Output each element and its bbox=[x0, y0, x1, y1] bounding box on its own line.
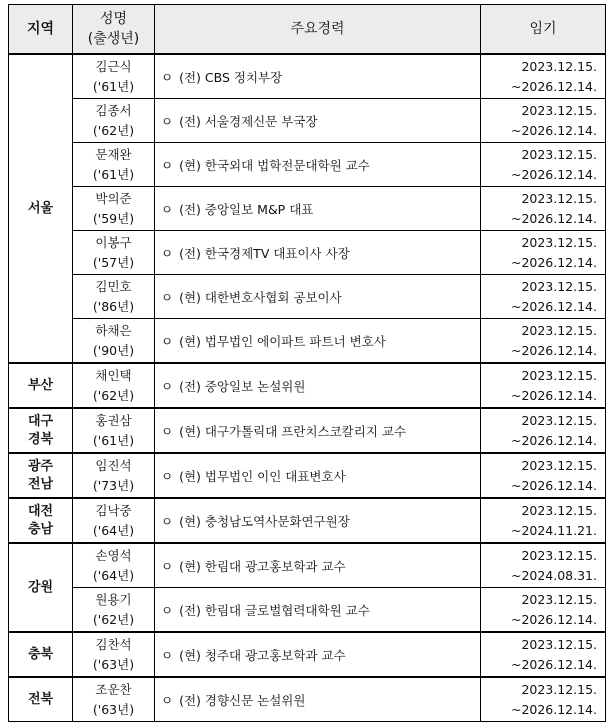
name-cell bbox=[73, 498, 155, 543]
term-cell bbox=[481, 54, 606, 99]
term-end: ~2026.12.14. bbox=[510, 432, 597, 448]
bullet-icon: ㅇ bbox=[161, 558, 174, 574]
term-start: 2023.12.15. bbox=[521, 102, 597, 118]
region-label: 강원 bbox=[27, 579, 54, 595]
term-cell bbox=[481, 408, 606, 453]
person-name: 하채은 bbox=[95, 322, 132, 338]
person-name: 이봉구 bbox=[95, 234, 132, 250]
career-text: (현) 대구가톨릭대 프란치스코칼리지 교수 bbox=[179, 423, 407, 439]
bullet-icon: ㅇ bbox=[161, 245, 174, 261]
table-body bbox=[9, 54, 606, 722]
birth-year: ('62년) bbox=[92, 122, 135, 138]
career-text: (전) 한림대 글로벌협력대학원 교수 bbox=[179, 602, 370, 618]
name-cell bbox=[73, 187, 155, 231]
person-name: 박의준 bbox=[95, 190, 132, 206]
term-start: 2023.12.15. bbox=[521, 190, 597, 206]
region-label: 전남 bbox=[27, 476, 54, 492]
career-cell bbox=[155, 231, 481, 275]
person-name: 채인택 bbox=[95, 367, 132, 383]
name-cell bbox=[73, 99, 155, 143]
header-term: 임기 bbox=[481, 5, 606, 55]
career-cell bbox=[155, 54, 481, 99]
region-cell bbox=[9, 54, 73, 363]
term-end: ~2026.12.14. bbox=[510, 298, 597, 314]
table-row bbox=[9, 498, 606, 543]
term-end: ~2026.12.14. bbox=[510, 611, 597, 627]
term-start: 2023.12.15. bbox=[521, 502, 597, 518]
bullet-icon: ㅇ bbox=[161, 333, 174, 349]
career-text: (전) 한국경제TV 대표이사 사장 bbox=[179, 245, 350, 261]
term-end: ~2026.12.14. bbox=[510, 78, 597, 94]
table-row bbox=[9, 54, 606, 99]
name-cell bbox=[73, 54, 155, 99]
region-cell bbox=[9, 498, 73, 543]
region-cell bbox=[9, 632, 73, 677]
term-start: 2023.12.15. bbox=[521, 234, 597, 250]
term-cell bbox=[481, 231, 606, 275]
term-start: 2023.12.15. bbox=[521, 681, 597, 697]
region-label: 대전 bbox=[27, 503, 54, 519]
header-region: 지역 bbox=[9, 5, 73, 55]
bullet-icon: ㅇ bbox=[161, 201, 174, 217]
region-label: 경북 bbox=[27, 431, 54, 447]
term-start: 2023.12.15. bbox=[521, 322, 597, 338]
term-end: ~2026.12.14. bbox=[510, 701, 597, 717]
career-text: (현) 충청남도역사문화연구원장 bbox=[179, 513, 350, 529]
bullet-icon: ㅇ bbox=[161, 647, 174, 663]
career-cell bbox=[155, 187, 481, 231]
table-row bbox=[9, 363, 606, 408]
table-row bbox=[9, 319, 606, 364]
birth-year: ('61년) bbox=[92, 78, 135, 94]
career-text: (전) 서울경제신문 부국장 bbox=[179, 113, 318, 129]
term-cell bbox=[481, 632, 606, 677]
term-start: 2023.12.15. bbox=[521, 636, 597, 652]
bullet-icon: ㅇ bbox=[161, 692, 174, 708]
person-name: 김낙중 bbox=[95, 502, 132, 518]
birth-year: ('63년) bbox=[92, 701, 135, 717]
bullet-icon: ㅇ bbox=[161, 513, 174, 529]
birth-year: ('62년) bbox=[92, 387, 135, 403]
term-cell bbox=[481, 543, 606, 588]
term-end: ~2024.11.21. bbox=[510, 522, 597, 538]
region-label: 대구 bbox=[27, 413, 54, 429]
header-name-line2: (출생년) bbox=[87, 31, 140, 47]
header-name bbox=[73, 5, 155, 55]
term-end: ~2026.12.14. bbox=[510, 210, 597, 226]
birth-year: ('64년) bbox=[92, 567, 135, 583]
region-label: 충남 bbox=[27, 521, 54, 537]
career-cell bbox=[155, 453, 481, 498]
name-cell bbox=[73, 677, 155, 722]
term-start: 2023.12.15. bbox=[521, 547, 597, 563]
career-text: (현) 한국외대 법학전문대학원 교수 bbox=[179, 157, 370, 173]
birth-year: ('86년) bbox=[92, 298, 135, 314]
birth-year: ('90년) bbox=[92, 342, 135, 358]
term-end: ~2024.08.31. bbox=[510, 567, 597, 583]
table-row bbox=[9, 187, 606, 231]
region-label: 서울 bbox=[27, 200, 54, 216]
career-text: (현) 청주대 광고홍보학과 교수 bbox=[179, 647, 346, 663]
term-start: 2023.12.15. bbox=[521, 278, 597, 294]
name-cell bbox=[73, 275, 155, 319]
term-cell bbox=[481, 677, 606, 722]
career-cell bbox=[155, 677, 481, 722]
birth-year: ('61년) bbox=[92, 166, 135, 182]
birth-year: ('57년) bbox=[92, 254, 135, 270]
career-cell bbox=[155, 498, 481, 543]
term-cell bbox=[481, 143, 606, 187]
name-cell bbox=[73, 543, 155, 588]
term-end: ~2026.12.14. bbox=[510, 254, 597, 270]
career-text: (현) 한림대 광고홍보학과 교수 bbox=[179, 558, 346, 574]
bullet-icon: ㅇ bbox=[161, 69, 174, 85]
career-text: (전) 중앙일보 논설위원 bbox=[179, 378, 306, 394]
career-cell bbox=[155, 319, 481, 364]
person-name: 조운찬 bbox=[95, 681, 132, 697]
career-cell bbox=[155, 543, 481, 588]
career-cell bbox=[155, 408, 481, 453]
table-row bbox=[9, 408, 606, 453]
person-name: 문재완 bbox=[95, 146, 132, 162]
career-text: (현) 법무법인 이인 대표변호사 bbox=[179, 468, 346, 484]
term-start: 2023.12.15. bbox=[521, 146, 597, 162]
header-career: 주요경력 bbox=[155, 5, 481, 55]
bullet-icon: ㅇ bbox=[161, 423, 174, 439]
committee-table-container bbox=[8, 4, 605, 722]
career-cell bbox=[155, 99, 481, 143]
birth-year: ('64년) bbox=[92, 522, 135, 538]
term-start: 2023.12.15. bbox=[521, 58, 597, 74]
name-cell bbox=[73, 231, 155, 275]
birth-year: ('73년) bbox=[92, 477, 135, 493]
career-cell bbox=[155, 588, 481, 633]
table-header-row bbox=[9, 5, 606, 55]
term-cell bbox=[481, 319, 606, 364]
region-cell bbox=[9, 363, 73, 408]
term-start: 2023.12.15. bbox=[521, 591, 597, 607]
region-cell bbox=[9, 677, 73, 722]
term-end: ~2026.12.14. bbox=[510, 122, 597, 138]
person-name: 임진석 bbox=[95, 457, 132, 473]
name-cell bbox=[73, 408, 155, 453]
committee-table bbox=[8, 4, 606, 722]
name-cell bbox=[73, 453, 155, 498]
term-end: ~2026.12.14. bbox=[510, 477, 597, 493]
career-text: (전) 중앙일보 M&P 대표 bbox=[179, 201, 314, 217]
career-cell bbox=[155, 275, 481, 319]
name-cell bbox=[73, 143, 155, 187]
name-cell bbox=[73, 632, 155, 677]
table-row bbox=[9, 588, 606, 633]
bullet-icon: ㅇ bbox=[161, 378, 174, 394]
region-label: 충북 bbox=[27, 646, 54, 662]
birth-year: ('59년) bbox=[92, 210, 135, 226]
region-label: 부산 bbox=[27, 377, 54, 393]
term-end: ~2026.12.14. bbox=[510, 387, 597, 403]
term-end: ~2026.12.14. bbox=[510, 342, 597, 358]
bullet-icon: ㅇ bbox=[161, 289, 174, 305]
region-cell bbox=[9, 543, 73, 632]
table-row bbox=[9, 632, 606, 677]
table-row bbox=[9, 275, 606, 319]
table-row bbox=[9, 453, 606, 498]
bullet-icon: ㅇ bbox=[161, 602, 174, 618]
birth-year: ('63년) bbox=[92, 656, 135, 672]
career-cell bbox=[155, 363, 481, 408]
term-start: 2023.12.15. bbox=[521, 457, 597, 473]
table-row bbox=[9, 543, 606, 588]
career-text: (전) CBS 정치부장 bbox=[179, 69, 283, 85]
term-cell bbox=[481, 187, 606, 231]
term-start: 2023.12.15. bbox=[521, 367, 597, 383]
name-cell bbox=[73, 319, 155, 364]
term-end: ~2026.12.14. bbox=[510, 166, 597, 182]
term-end: ~2026.12.14. bbox=[510, 656, 597, 672]
region-cell bbox=[9, 408, 73, 453]
bullet-icon: ㅇ bbox=[161, 157, 174, 173]
career-cell bbox=[155, 143, 481, 187]
term-cell bbox=[481, 275, 606, 319]
region-label: 전북 bbox=[27, 691, 54, 707]
career-text: (현) 법무법인 에이파트 파트너 변호사 bbox=[179, 333, 386, 349]
region-cell bbox=[9, 453, 73, 498]
header-name-line1: 성명 bbox=[99, 11, 128, 27]
bullet-icon: ㅇ bbox=[161, 113, 174, 129]
person-name: 원용기 bbox=[95, 591, 132, 607]
birth-year: ('62년) bbox=[92, 611, 135, 627]
person-name: 홍권삼 bbox=[95, 412, 132, 428]
table-row bbox=[9, 677, 606, 722]
term-cell bbox=[481, 363, 606, 408]
birth-year: ('61년) bbox=[92, 432, 135, 448]
person-name: 김근식 bbox=[95, 58, 132, 74]
person-name: 손영석 bbox=[95, 547, 132, 563]
region-label: 광주 bbox=[27, 458, 54, 474]
career-text: (현) 대한변호사협회 공보이사 bbox=[179, 289, 342, 305]
bullet-icon: ㅇ bbox=[161, 468, 174, 484]
table-row bbox=[9, 143, 606, 187]
person-name: 김찬석 bbox=[95, 636, 132, 652]
table-row bbox=[9, 231, 606, 275]
term-cell bbox=[481, 498, 606, 543]
career-text: (전) 경향신문 논설위원 bbox=[179, 692, 306, 708]
term-cell bbox=[481, 99, 606, 143]
term-start: 2023.12.15. bbox=[521, 412, 597, 428]
person-name: 김민호 bbox=[95, 278, 132, 294]
person-name: 김종서 bbox=[95, 102, 132, 118]
name-cell bbox=[73, 363, 155, 408]
table-row bbox=[9, 99, 606, 143]
career-cell bbox=[155, 632, 481, 677]
term-cell bbox=[481, 588, 606, 633]
name-cell bbox=[73, 588, 155, 633]
term-cell bbox=[481, 453, 606, 498]
